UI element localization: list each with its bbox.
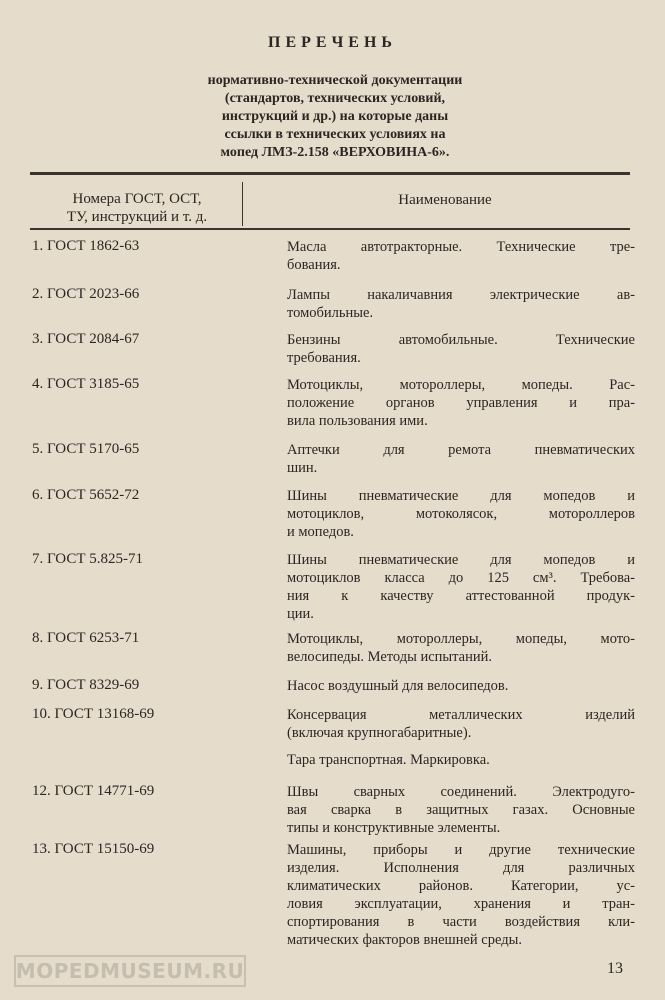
page-number: 13 xyxy=(607,960,623,977)
row-name-line: и мопедов. xyxy=(287,524,354,540)
row-name-line: типы и конструктивные элементы. xyxy=(287,820,501,836)
row-name-line: положение органов управления и пра- xyxy=(287,395,635,411)
row-name-line: ния к качеству аттестованной продук- xyxy=(287,588,635,604)
subtitle-line: нормативно-технической документации xyxy=(207,73,463,88)
row-name-line: бования. xyxy=(287,257,341,273)
row-name-line: вила пользования ими. xyxy=(287,413,428,429)
row-name-line: мотоциклов класса до 125 см³. Требова- xyxy=(287,570,635,586)
row-number: 9. ГОСТ 8329-69 xyxy=(32,677,140,693)
row-number: 2. ГОСТ 2023-66 xyxy=(32,286,140,302)
row-name-line: ции. xyxy=(287,606,314,622)
row-name-line: Аптечки для ремота пневматических xyxy=(287,442,635,458)
table-header-rule xyxy=(30,228,630,230)
row-name-line: вая сварка в защитных газах. Основные xyxy=(287,802,635,818)
row-name-line: шин. xyxy=(287,460,318,476)
row-number: 5. ГОСТ 5170-65 xyxy=(32,441,140,457)
row-name-line: ловия эксплуатации, хранения и тран- xyxy=(287,896,635,912)
row-name-line: Швы сварных соединений. Электродуго- xyxy=(287,784,635,800)
row-name-line: Бензины автомобильные. Технические xyxy=(287,332,635,348)
row-name xyxy=(287,630,635,666)
row-name xyxy=(287,706,635,742)
row-name-line: требования. xyxy=(287,350,361,366)
table-top-rule xyxy=(30,172,630,175)
header-line: ТУ, инструкций и т. д. xyxy=(66,209,208,225)
row-name-line: матических факторов внешней среды. xyxy=(287,932,522,948)
row-number: 1. ГОСТ 1862-63 xyxy=(32,238,140,254)
subtitle-line: ссылки в технических условиях на xyxy=(224,127,446,142)
row-name-line: Тара транспортная. Маркировка. xyxy=(287,752,490,768)
row-name-line: Масла автотракторные. Технические тре- xyxy=(287,239,635,255)
row-number: 7. ГОСТ 5.825-71 xyxy=(32,551,143,567)
row-name-line: Мотоциклы, мотороллеры, мопеды. Рас- xyxy=(287,377,635,393)
subtitle-line: инструкций и др.) на которые даны xyxy=(221,109,449,124)
row-name-line: климатических районов. Категории, ус- xyxy=(287,878,635,894)
row-name xyxy=(287,841,635,949)
row-number: 13. ГОСТ 15150-69 xyxy=(32,841,155,857)
row-name xyxy=(287,551,635,623)
row-name xyxy=(287,751,635,769)
row-name-line: Лампы накаличавния электрические ав- xyxy=(287,287,635,303)
row-number: 4. ГОСТ 3185-65 xyxy=(32,376,140,392)
table-header-name: Наименование xyxy=(398,192,492,208)
row-name-line: томобильные. xyxy=(287,305,374,321)
row-name-line: Консервация металлических изделий xyxy=(287,707,635,723)
header-line: Номера ГОСТ, ОСТ, xyxy=(72,191,202,207)
watermark: MOPEDMUSEUM.RU xyxy=(14,955,246,987)
page-subtitle xyxy=(150,72,520,162)
page-title: ПЕРЕЧЕНЬ xyxy=(268,34,397,51)
row-name xyxy=(287,331,635,367)
row-name-line: (включая крупногабаритные). xyxy=(287,725,472,741)
row-name-line: изделия. Исполнения для различных xyxy=(287,860,635,876)
row-name-line: Насос воздушный для велосипедов. xyxy=(287,678,509,694)
row-name xyxy=(287,376,635,430)
table-header-separator xyxy=(242,182,243,226)
row-number: 6. ГОСТ 5652-72 xyxy=(32,487,140,503)
row-number: 3. ГОСТ 2084-67 xyxy=(32,331,140,347)
row-name xyxy=(287,441,635,477)
row-name-line: Шины пневматические для мопедов и xyxy=(287,488,635,504)
row-name-line: велосипеды. Методы испытаний. xyxy=(287,649,493,665)
row-number: 8. ГОСТ 6253-71 xyxy=(32,630,140,646)
row-name-line: Машины, приборы и другие технические xyxy=(287,842,635,858)
row-number: 10. ГОСТ 13168-69 xyxy=(32,706,155,722)
row-name xyxy=(287,238,635,274)
row-name-line: мотоциклов, мотоколясок, мотороллеров xyxy=(287,506,635,522)
row-name xyxy=(287,487,635,541)
row-name xyxy=(287,677,635,695)
row-name-line: Мотоциклы, мотороллеры, мопеды, мото- xyxy=(287,631,635,647)
row-name-line: Шины пневматические для мопедов и xyxy=(287,552,635,568)
row-name-line: спортирования в части воздействия кли- xyxy=(287,914,635,930)
row-name xyxy=(287,286,635,322)
subtitle-line: (стандартов, технических условий, xyxy=(224,91,446,106)
row-number: 12. ГОСТ 14771-69 xyxy=(32,783,155,799)
row-name xyxy=(287,783,635,837)
subtitle-line: мопед ЛМЗ-2.158 «ВЕРХОВИНА-6». xyxy=(220,145,450,160)
table-header-numbers xyxy=(32,190,242,226)
